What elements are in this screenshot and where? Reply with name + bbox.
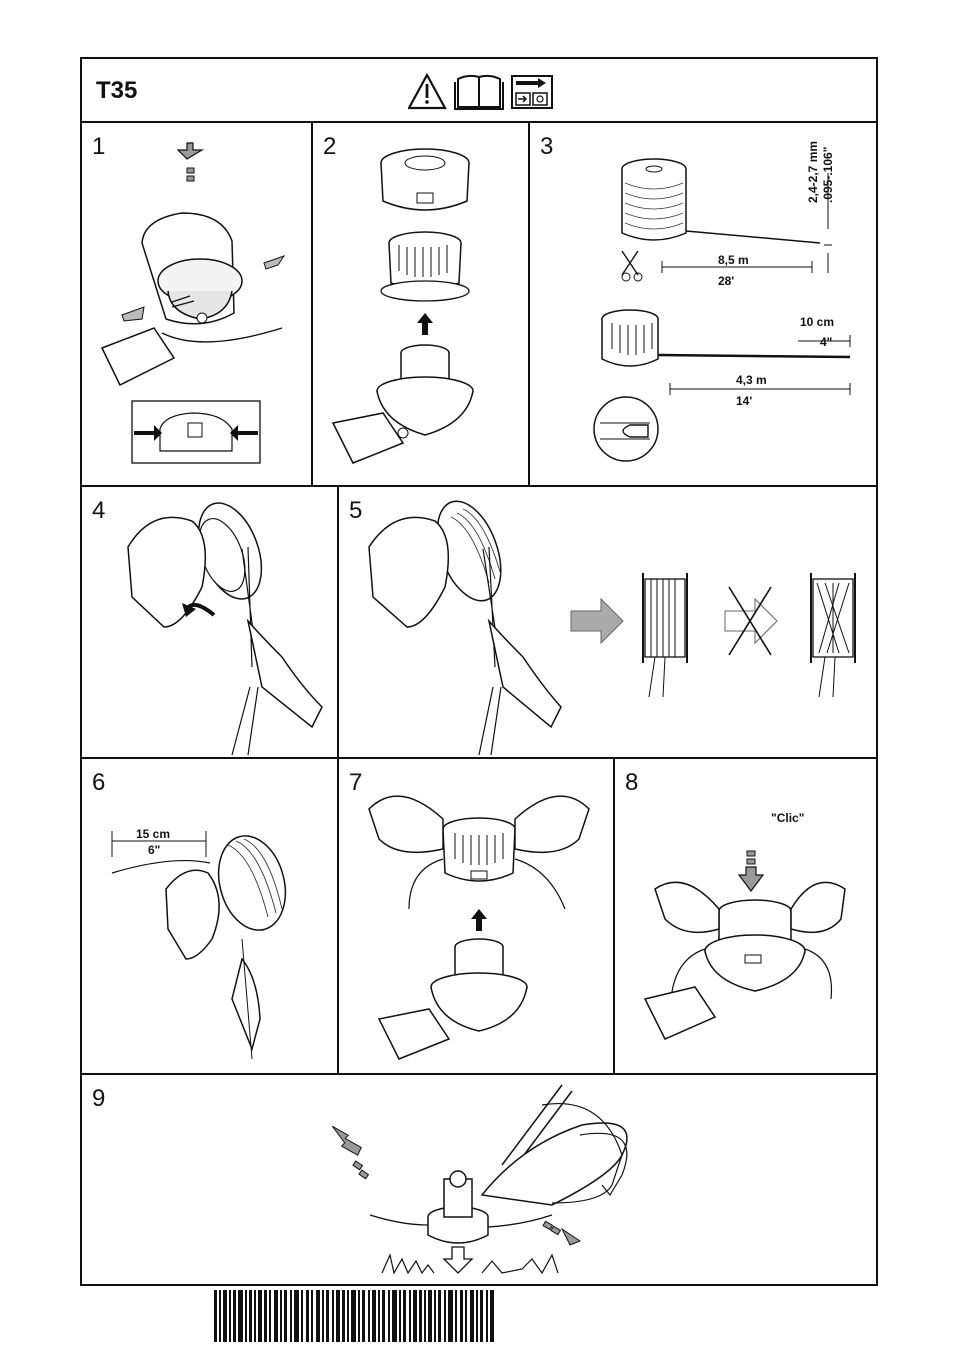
offset-cm-label: 10 cm	[800, 315, 835, 329]
line-diameter-in-label: .095-.106"	[821, 146, 835, 203]
step-2-illustration	[313, 123, 528, 485]
manual-book-icon	[455, 76, 503, 109]
step-4-illustration	[82, 487, 337, 757]
fold-length-ft-label: 14'	[736, 394, 753, 408]
free-end-in-label: 6"	[148, 843, 161, 857]
free-end-cm-label: 15 cm	[136, 827, 171, 841]
step-6-illustration	[82, 759, 337, 1073]
step-9-illustration	[82, 1075, 876, 1284]
line-diameter-mm-label: 2,4-2,7 mm	[806, 140, 820, 203]
step-4-panel	[82, 487, 339, 759]
step-2-panel	[313, 123, 530, 487]
step-6-panel	[82, 759, 339, 1075]
step-1-illustration	[82, 123, 311, 485]
barcode	[214, 1290, 495, 1342]
step-number: 6	[92, 769, 106, 796]
step-7-panel	[339, 759, 615, 1075]
step-8-panel	[615, 759, 876, 1075]
line-length-m-label: 8,5 m	[718, 253, 749, 267]
model-title: T35	[96, 77, 138, 104]
step-8-illustration	[615, 759, 874, 1073]
step-5-panel	[339, 487, 876, 759]
step-number: 1	[92, 133, 106, 160]
step-1-panel	[82, 123, 313, 487]
step-7-illustration	[339, 759, 613, 1073]
step-number: 2	[323, 133, 337, 160]
sheet-header	[82, 59, 876, 123]
step-number: 9	[92, 1085, 106, 1112]
step-number: 7	[349, 769, 363, 796]
step-number: 8	[625, 769, 639, 796]
step-9-panel	[82, 1075, 876, 1284]
step-number: 3	[540, 133, 554, 160]
click-sound-label: "Clic"	[771, 811, 805, 825]
step-number: 5	[349, 497, 363, 524]
header-icons	[408, 73, 558, 111]
warning-triangle-icon	[409, 75, 445, 108]
step-number: 4	[92, 497, 106, 524]
instruction-sheet	[80, 57, 878, 1286]
offset-in-label: 4"	[820, 335, 833, 349]
step-3-panel	[530, 123, 876, 487]
fold-length-m-label: 4,3 m	[736, 373, 767, 387]
line-length-ft-label: 28'	[718, 274, 735, 288]
page-reference-icon	[512, 76, 552, 108]
step-5-illustration	[339, 487, 876, 757]
